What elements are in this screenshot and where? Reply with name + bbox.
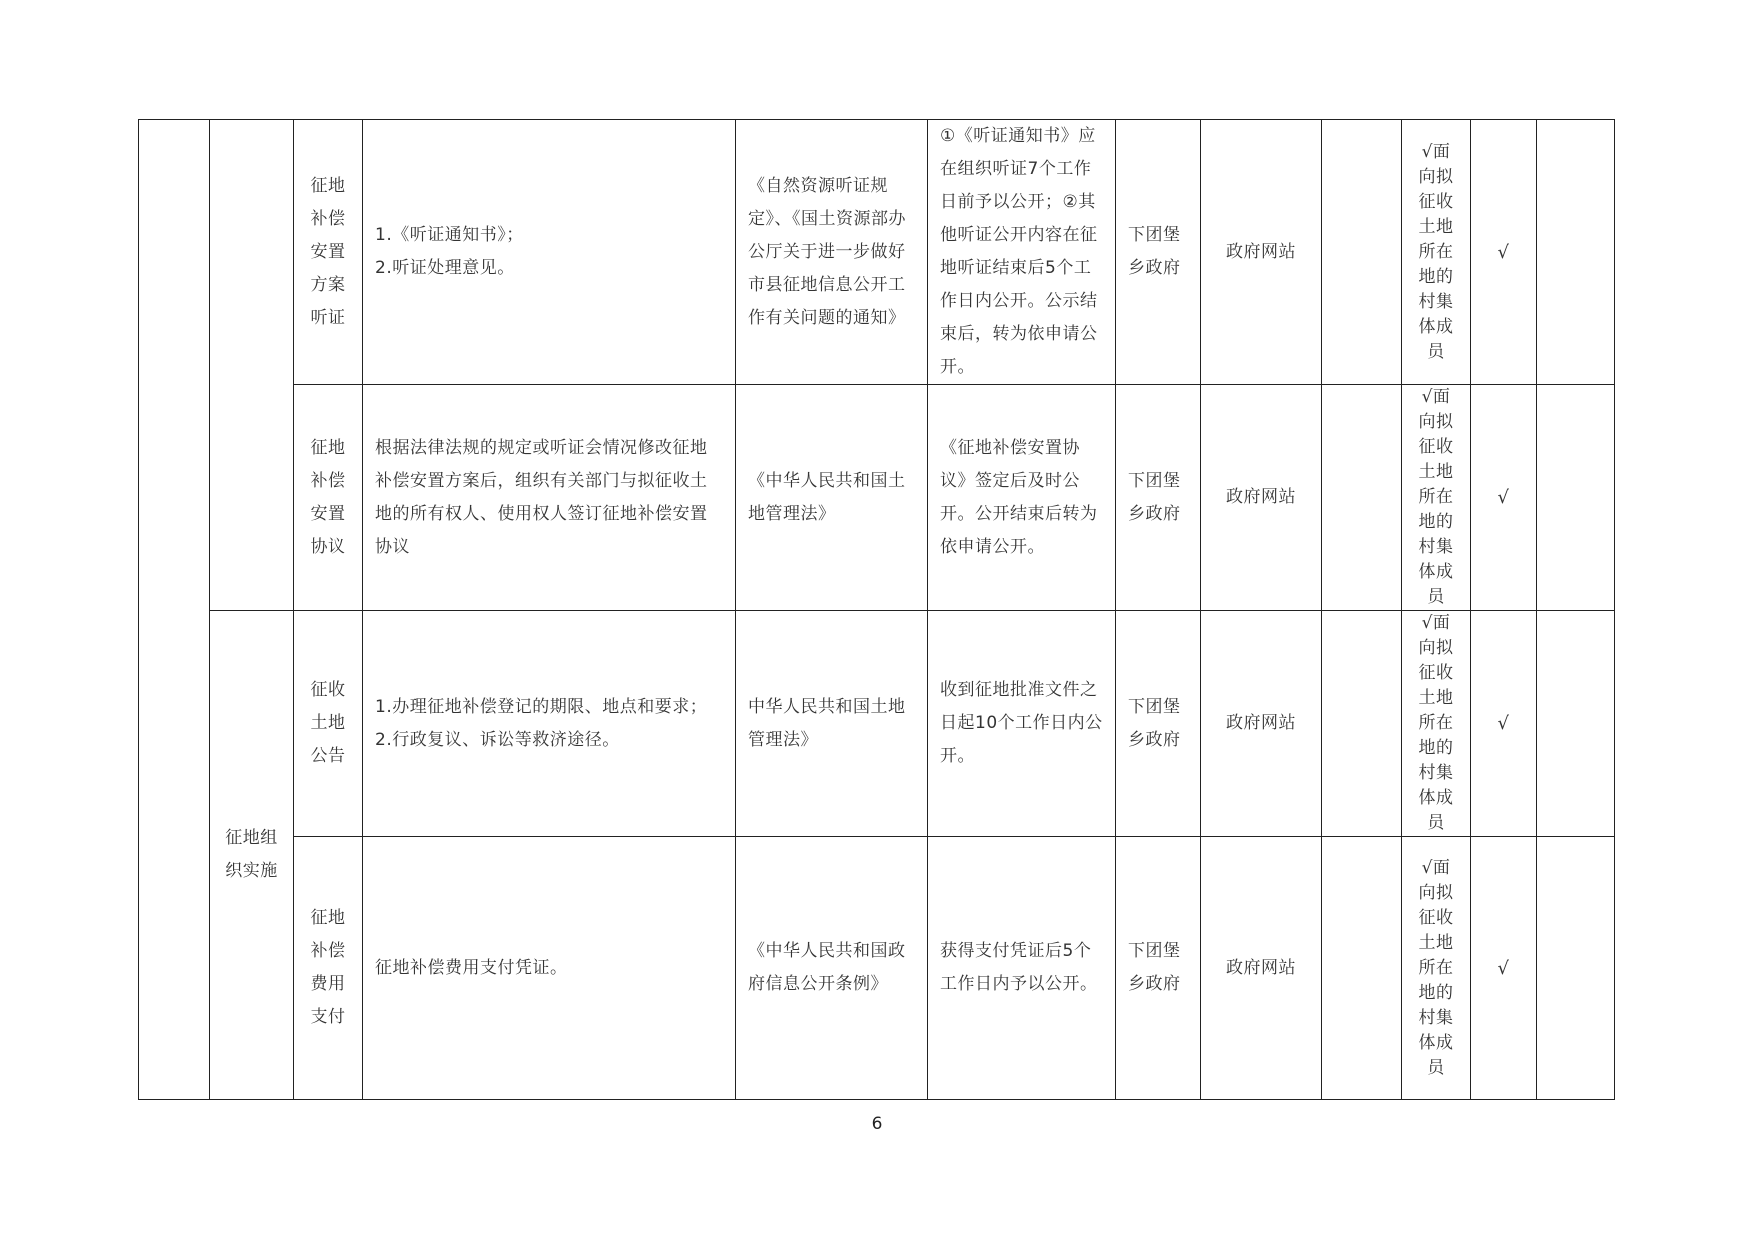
page-number: 6 — [871, 1114, 883, 1134]
time-cell: 收到征地批准文件之日起10个工作日内公开。 — [928, 611, 1116, 837]
scope-cell: √面 向拟 征收 土地 所在 地的 村集 体成 员 — [1402, 611, 1471, 837]
content-cell: 根据法律法规的规定或听证会情况修改征地补偿安置方案后，组织有关部门与拟征收土地的所有权人、使用权人签订征地补偿安置协议 — [363, 385, 736, 611]
subject-cell: 下团堡 乡政府 — [1116, 837, 1201, 1100]
blank-cell — [1537, 385, 1615, 611]
blank-cell — [1537, 120, 1615, 385]
content-cell: 1.办理征地补偿登记的期限、地点和要求； 2.行政复议、诉讼等救济途径。 — [363, 611, 736, 837]
basis-cell: 《中华人民共和国土地管理法》 — [736, 385, 928, 611]
check-mark-cell: √ — [1471, 837, 1537, 1100]
table-row — [139, 611, 1615, 837]
section-cell-blank — [210, 120, 294, 611]
content-cell: 1.《听证通知书》； 2.听证处理意见。 — [363, 120, 736, 385]
scope-cell: √面 向拟 征收 土地 所在 地的 村集 体成 员 — [1402, 837, 1471, 1100]
item-name-cell: 征地 补偿 安置 协议 — [294, 385, 363, 611]
blank-cell — [1322, 837, 1402, 1100]
time-cell: ①《听证通知书》应在组织听证7个工作日前予以公开；②其他听证公开内容在征地听证结束后5个工作日内公开。公示结束后，转为依申请公开。 — [928, 120, 1116, 385]
table-row — [139, 837, 1615, 1100]
item-name-cell: 征地 补偿 费用 支付 — [294, 837, 363, 1100]
scope-cell: √面 向拟 征收 土地 所在 地的 村集 体成 员 — [1402, 385, 1471, 611]
channel-cell: 政府网站 — [1201, 385, 1322, 611]
table-row — [139, 385, 1615, 611]
section-label-cell: 征地组 织实施 — [210, 611, 294, 1100]
item-name-cell: 征收 土地 公告 — [294, 611, 363, 837]
check-mark-cell: √ — [1471, 611, 1537, 837]
category-cell — [139, 120, 210, 1100]
time-cell: 获得支付凭证后5个工作日内予以公开。 — [928, 837, 1116, 1100]
channel-cell: 政府网站 — [1201, 611, 1322, 837]
channel-cell: 政府网站 — [1201, 120, 1322, 385]
check-mark-cell: √ — [1471, 385, 1537, 611]
blank-cell — [1322, 385, 1402, 611]
disclosure-table — [138, 119, 1615, 1100]
basis-cell: 中华人民共和国土地管理法》 — [736, 611, 928, 837]
item-name-cell: 征地 补偿 安置 方案 听证 — [294, 120, 363, 385]
blank-cell — [1537, 611, 1615, 837]
content-cell: 征地补偿费用支付凭证。 — [363, 837, 736, 1100]
blank-cell — [1537, 837, 1615, 1100]
check-mark-cell: √ — [1471, 120, 1537, 385]
table-row — [139, 120, 1615, 385]
subject-cell: 下团堡 乡政府 — [1116, 120, 1201, 385]
time-cell: 《征地补偿安置协议》签定后及时公开。公开结束后转为依申请公开。 — [928, 385, 1116, 611]
blank-cell — [1322, 120, 1402, 385]
subject-cell: 下团堡 乡政府 — [1116, 611, 1201, 837]
basis-cell: 《自然资源听证规定》、《国土资源部办公厅关于进一步做好市县征地信息公开工作有关问题的通知》 — [736, 120, 928, 385]
subject-cell: 下团堡 乡政府 — [1116, 385, 1201, 611]
channel-cell: 政府网站 — [1201, 837, 1322, 1100]
scope-cell: √面 向拟 征收 土地 所在 地的 村集 体成 员 — [1402, 120, 1471, 385]
blank-cell — [1322, 611, 1402, 837]
basis-cell: 《中华人民共和国政府信息公开条例》 — [736, 837, 928, 1100]
